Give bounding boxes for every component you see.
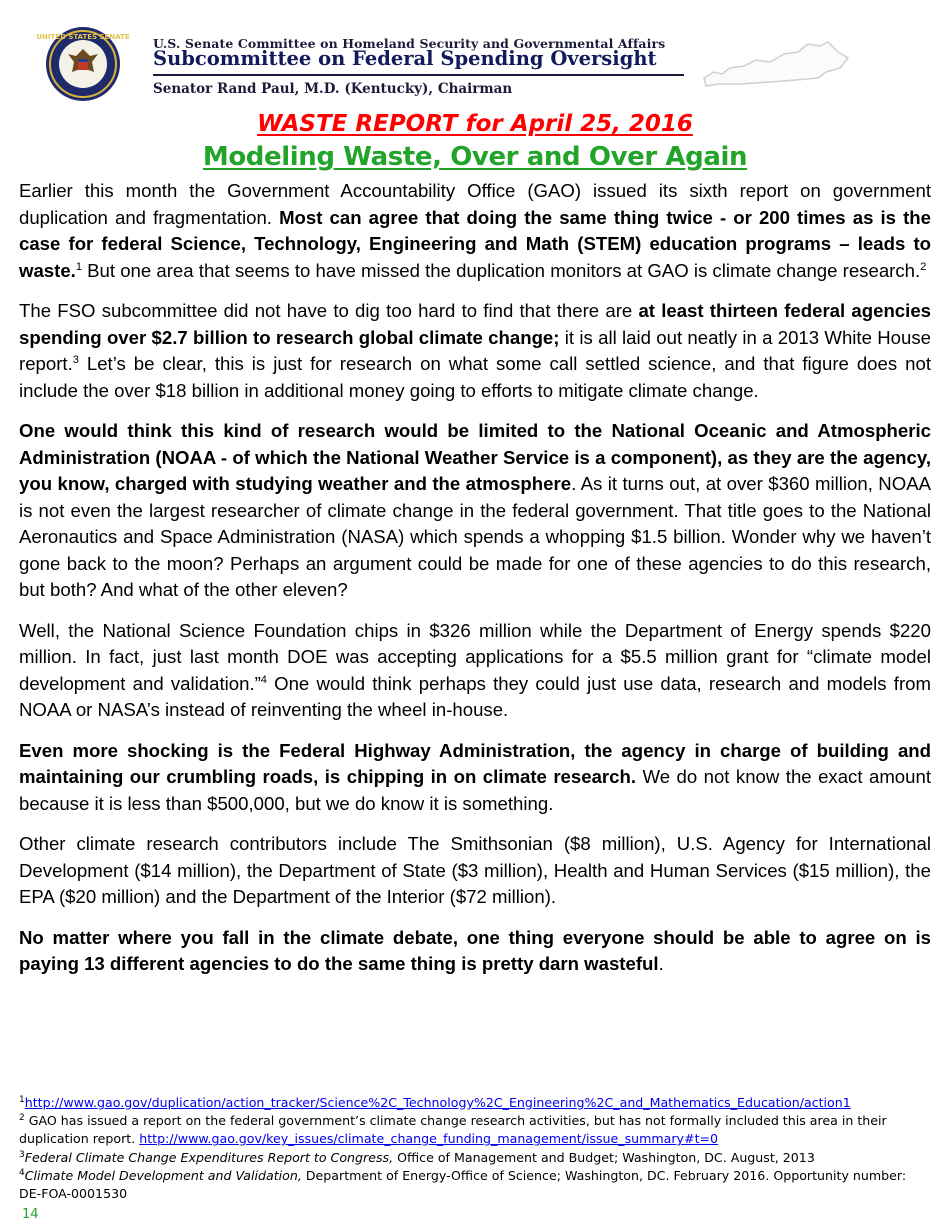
footnote-3 xyxy=(19,1149,931,1167)
footnote-3-title: Federal Climate Change Expenditures Report to Congress, xyxy=(24,1149,394,1165)
footnote-ref-1[interactable]: 1 xyxy=(75,260,82,273)
footnote-2-number: 2 xyxy=(19,1113,25,1124)
footnote-ref-4[interactable]: 4 xyxy=(260,673,267,686)
p6-text-a: Other climate research contributors include The Smithsonian ($8 million), U.S. Agency for International Development ($14 million), the Department of State ($3 million), Health and Human Services ($15 million), the EPA ($20 million) and the Department of the Interior ($72 million). xyxy=(19,833,931,907)
footnote-ref-3[interactable]: 3 xyxy=(72,353,79,366)
header-divider xyxy=(153,74,684,76)
p2-text-a: The FSO subcommittee did not have to dig too hard to find that there are xyxy=(19,300,639,321)
footnote-ref-2[interactable]: 2 xyxy=(920,260,927,273)
p5-bold: Even more shocking is the Federal Highway Administration, the agency in charge of building and maintaining our crumbling roads, is chipping in on climate research. xyxy=(19,739,931,787)
p3-bold: One would think this kind of research would be limited to the National Oceanic and Atmospheric Administration (NOAA - of which the National Weather Service is a component), as they are the agency, you know, charged with studying weather and the atmosphere xyxy=(19,420,931,494)
p1-text-a: Earlier this month the Government Accountability Office (GAO) issued its sixth report on government duplication and fragmentation. xyxy=(19,180,931,228)
report-body xyxy=(19,178,931,992)
footnote-1-number: 1 xyxy=(19,1094,25,1105)
paragraph-7 xyxy=(19,925,931,978)
p7-bold: No matter where you fall in the climate debate, one thing everyone should be able to agree on is paying 13 different agencies to do the same thing is pretty darn wasteful xyxy=(19,926,931,974)
p1-text-c: But one area that seems to have missed the duplication monitors at GAO is climate change research. xyxy=(81,259,921,281)
kentucky-map-icon xyxy=(700,38,855,90)
footnote-1-link[interactable]: http://www.gao.gov/duplication/action_tracker/Science%2C_Technology%2C_Engineering%2C_and_Mathematics_Education/action1 xyxy=(24,1095,851,1110)
footnotes xyxy=(19,1094,931,1203)
footnote-2-link[interactable]: http://www.gao.gov/key_issues/climate_change_funding_management/issue_summary#t=0 xyxy=(139,1131,719,1147)
p4-text-b: One would think perhaps they could just use data, research and models from NOAA or NASA’s instead of reinventing the wheel in-house. xyxy=(19,672,931,720)
footnote-2-text: GAO has issued a report on the federal government’s climate change research activities, but has not formally included this area in their duplication report. xyxy=(19,1113,887,1147)
committee-name: U.S. Senate Committee on Homeland Security and Governmental Affairs xyxy=(153,36,666,51)
footnote-4-title: Climate Model Development and Validation, xyxy=(24,1167,302,1183)
footnote-4-text: Department of Energy-Office of Science; Washington, DC. February 2016. Opportunity number: DE-FOA-0001530 xyxy=(19,1167,907,1202)
p3-text-b: . As it turns out, at over $360 million, NOAA is not even the largest researcher of climate change in the federal government. That title goes to the National Aeronautics and Space Administration (NASA) which spends a whopping $1.5 billion. Wonder why we haven’t gone back to the moon? Perhaps an argument could be made for one of these agencies to do this research, but both? And what of the other eleven? xyxy=(19,473,932,600)
p1-bold: Most can agree that doing the same thing twice - or 200 times as is the case for federal Science, Technology, Engineering and Math (STEM) education programs – leads to waste. xyxy=(19,206,931,281)
footnote-3-text: Office of Management and Budget; Washington, DC. August, 2013 xyxy=(393,1149,815,1165)
chairman-line: Senator Rand Paul, M.D. (Kentucky), Chairman xyxy=(153,81,513,97)
page-number: 14 xyxy=(22,1207,39,1222)
seal-text: UNITED STATES SENATE xyxy=(36,33,130,41)
footnote-2 xyxy=(19,1112,931,1148)
paragraph-4 xyxy=(19,618,931,724)
p2-text-d: Let’s be clear, this is just for research on what some call settled science, and that figure does not include the over $18 billion in additional money going to efforts to mitigate climate change. xyxy=(19,353,931,401)
p2-bold: at least thirteen federal agencies spending over $2.7 billion to research global climate change; xyxy=(19,300,931,348)
p4-text-a: Well, the National Science Foundation chips in $326 million while the Department of Energy spends $220 million. In fact, just last month DOE was accepting applications for a $5.5 million grant for “climate model development and validation.” xyxy=(19,619,931,694)
paragraph-6 xyxy=(19,831,931,911)
report-title: WASTE REPORT for April 25, 2016 xyxy=(257,111,693,137)
report-subtitle: Modeling Waste, Over and Over Again xyxy=(202,142,748,172)
paragraph-1 xyxy=(19,178,931,284)
p2-text-c: it is all laid out neatly in a 2013 White House report. xyxy=(19,326,931,374)
footnote-4 xyxy=(19,1167,931,1203)
p7-text-b: . xyxy=(658,953,664,974)
senate-seal-logo xyxy=(28,25,138,103)
subcommittee-name: Subcommittee on Federal Spending Oversight xyxy=(153,47,657,70)
footnote-3-number: 3 xyxy=(19,1149,25,1160)
paragraph-5 xyxy=(19,738,931,818)
paragraph-2 xyxy=(19,298,931,404)
footnote-1 xyxy=(19,1094,931,1112)
paragraph-3 xyxy=(19,418,931,604)
footnote-4-number: 4 xyxy=(19,1167,25,1178)
p5-text-b: We do not know the exact amount because it is less than $500,000, but we do know it is something. xyxy=(19,766,931,814)
